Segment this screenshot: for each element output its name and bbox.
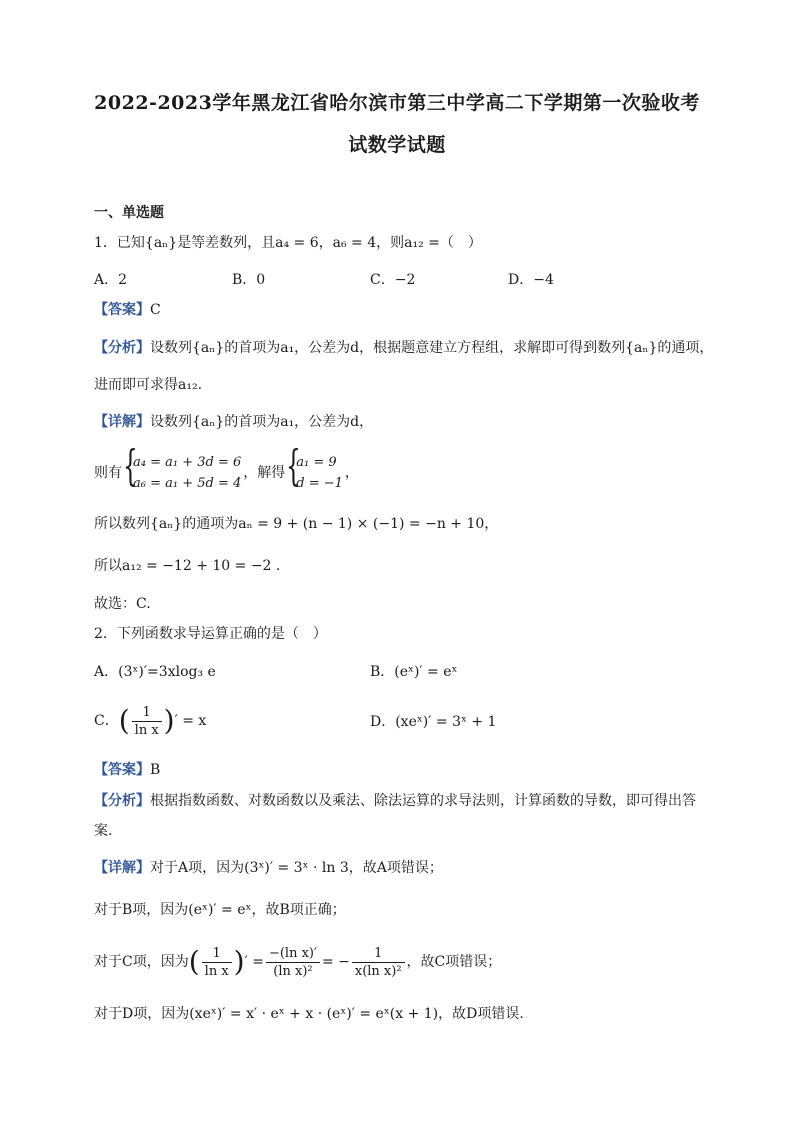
q1-stem: 1．已知{aₙ}是等差数列，且a₄ = 6，a₆ = 4，则a₁₂ =（ ） bbox=[94, 235, 482, 251]
q1-sys2-row1: a₁ = 9 bbox=[296, 455, 337, 470]
brace-icon: { bbox=[286, 441, 301, 490]
q1-answer-value: C bbox=[150, 302, 161, 318]
q1-option-c: C．−2 bbox=[370, 272, 416, 288]
q1-analysis-line2: 进而即可求得a₁₂. bbox=[94, 377, 203, 393]
q1-a12: 所以a₁₂ = −12 + 10 = −2 . bbox=[94, 558, 281, 574]
q1-sys-prefix: 则有 bbox=[94, 465, 122, 481]
q1-answer bbox=[94, 300, 161, 320]
q2-optc-fraction: $\frac{1}{\text{ln x}}$ bbox=[132, 704, 162, 739]
exam-title-line1: 2022-2023学年黑龙江省哈尔滨市第三中学高二下学期第一次验收考 bbox=[94, 92, 700, 114]
section-heading: 一、单选题 bbox=[94, 205, 164, 221]
q1-system-right bbox=[286, 441, 343, 494]
q2-detail-b: 对于B项，因为(eˣ)′ = eˣ，故B项正确； bbox=[94, 902, 346, 918]
q1-equation-system bbox=[94, 441, 359, 494]
q1-detail-text1: 设数列{aₙ}的首项为a₁，公差为d， bbox=[150, 414, 374, 430]
q1-sys-row1: a₄ = a₁ + 3d = 6 bbox=[133, 455, 242, 470]
q1-analysis-text1: 设数列{aₙ}的首项为a₁，公差为d，根据题意建立方程组，求解即可得到数列{aₙ}的通项， bbox=[150, 340, 714, 356]
q2-detail-a-text: 对于A项，因为(3ˣ)′ = 3ˣ · ln 3，故A项错误； bbox=[150, 860, 443, 876]
q1-choice: 故选：C. bbox=[94, 596, 151, 612]
q2-detail-c-fraction2: $\frac{\text{−(ln x)′}}{\text{(ln x)²}}$ bbox=[266, 945, 320, 980]
q1-general-term: 所以数列{aₙ}的通项为aₙ = 9 + (n − 1) × (−1) = −n + 10， bbox=[94, 516, 499, 532]
q2-detail-c-fraction1: $\frac{1}{\text{ln x}}$ bbox=[202, 945, 232, 980]
analysis-tag: 【分析】 bbox=[94, 793, 150, 809]
q1-option-d: D．−4 bbox=[508, 272, 554, 288]
q2-stem: 2．下列函数求导运算正确的是（ ） bbox=[94, 626, 327, 642]
detail-tag: 【详解】 bbox=[94, 860, 150, 876]
q2-answer bbox=[94, 760, 160, 780]
q1-analysis-line1 bbox=[94, 338, 713, 358]
q1-system-left bbox=[123, 441, 242, 494]
q2-option-d: D．(xeˣ)′ = 3ˣ + 1 bbox=[370, 714, 497, 730]
answer-tag: 【答案】 bbox=[94, 762, 150, 778]
q2-detail-a bbox=[94, 858, 443, 878]
q1-sys-suffix: ， bbox=[344, 465, 359, 481]
q2-option-c: C．( $\frac{1}{\text{ln x}}$ )′ = x bbox=[94, 704, 207, 738]
q1-detail-line1 bbox=[94, 412, 373, 432]
q2-option-a: A．(3ˣ)′=3xlog₃ e bbox=[94, 664, 216, 680]
detail-tag: 【详解】 bbox=[94, 414, 150, 430]
q2-detail-c: 对于C项，因为( $\frac{1}{\text{ln x}}$ )′ = $\frac{\text{−(ln x)′}}{\text{(ln x)²}}$ = − $\frac{1}{\text{x(ln x)²}}$ ，故C项错误； bbox=[94, 945, 502, 979]
q2-option-b: B．(eˣ)′ = eˣ bbox=[370, 664, 458, 680]
q1-sys-mid: ，解得 bbox=[243, 465, 286, 481]
q2-detail-d: 对于D项，因为(xeˣ)′ = x′ · eˣ + x · (eˣ)′ = eˣ(x + 1)，故D项错误. bbox=[94, 1006, 524, 1022]
q2-analysis-line1 bbox=[94, 791, 696, 811]
q1-sys2-row2: d = −1 bbox=[296, 476, 343, 491]
exam-title-line2: 试数学试题 bbox=[348, 134, 446, 156]
q2-analysis-text1: 根据指数函数、对数函数以及乘法、除法运算的求导法则，计算函数的导数，即可得出答 bbox=[150, 793, 696, 809]
q1-option-b: B．0 bbox=[232, 272, 266, 288]
q2-analysis-line2: 案. bbox=[94, 823, 113, 839]
q1-sys-row2: a₆ = a₁ + 5d = 4 bbox=[133, 476, 242, 491]
q2-optc-suffix: ′ = x bbox=[174, 713, 207, 729]
q2-detail-c-fraction3: $\frac{1}{\text{x(ln x)²}}$ bbox=[352, 945, 405, 980]
brace-icon: { bbox=[123, 441, 138, 490]
q2-optc-prefix: C． bbox=[94, 713, 119, 729]
answer-tag: 【答案】 bbox=[94, 302, 150, 318]
analysis-tag: 【分析】 bbox=[94, 340, 150, 356]
q2-answer-value: B bbox=[150, 762, 161, 778]
q1-option-a: A．2 bbox=[94, 272, 128, 288]
